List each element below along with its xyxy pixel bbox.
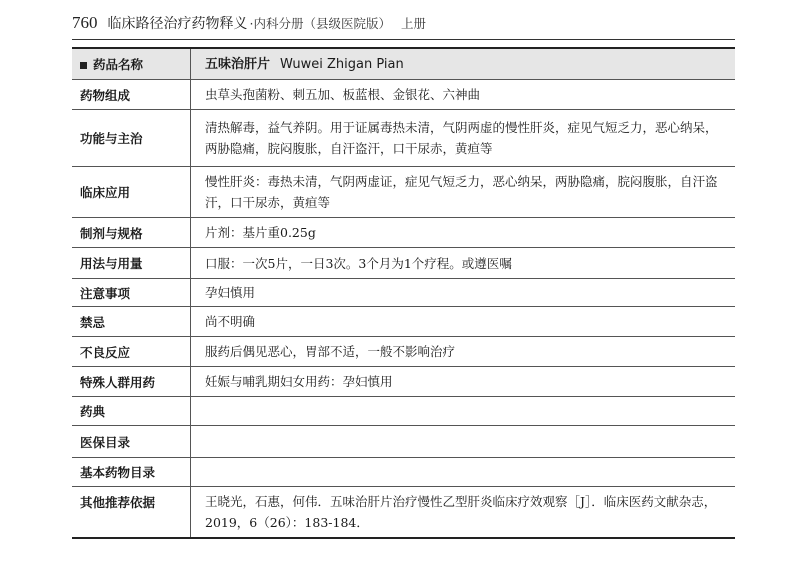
row-value	[191, 458, 736, 487]
row-label: 药物组成	[72, 80, 191, 110]
table-row	[72, 458, 735, 487]
row-label: 功能与主治	[72, 110, 191, 167]
table-row	[72, 367, 735, 397]
row-value: 虫草头孢菌粉、刺五加、板蓝根、金银花、六神曲	[191, 80, 736, 110]
row-label: 药典	[72, 397, 191, 426]
book-title: 临床路径治疗药物释义	[107, 16, 248, 32]
row-label: 特殊人群用药	[72, 367, 191, 397]
drug-name-en: Wuwei Zhigan Pian	[280, 56, 404, 72]
row-value: 慢性肝炎：毒热未清，气阴两虚证，症见气短乏力，恶心纳呆，两胁隐痛，脘闷腹胀，自汗盗汗，口干尿赤，黄疸等	[191, 167, 736, 218]
running-header	[72, 13, 426, 35]
drug-name-cell	[191, 48, 736, 80]
book-subtitle: ·内科分册（县级医院版）	[249, 16, 391, 31]
row-label: 注意事项	[72, 279, 191, 307]
table-row	[72, 307, 735, 337]
drug-name-cn: 五味治肝片	[205, 56, 271, 72]
volume-label: 上册	[400, 16, 426, 31]
table-header-row	[72, 48, 735, 80]
row-value: 妊娠与哺乳期妇女用药：孕妇慎用	[191, 367, 736, 397]
table-row	[72, 337, 735, 367]
row-label: 医保目录	[72, 426, 191, 458]
row-label: 不良反应	[72, 337, 191, 367]
row-label: 制剂与规格	[72, 218, 191, 248]
square-bullet-icon	[80, 62, 87, 69]
row-value: 尚不明确	[191, 307, 736, 337]
table-row	[72, 110, 735, 167]
row-value: 片剂：基片重0.25g	[191, 218, 736, 248]
header-label: 药品名称	[93, 57, 144, 72]
row-label: 其他推荐依据	[72, 487, 191, 538]
row-label: 基本药物目录	[72, 458, 191, 487]
row-value: 服药后偶见恶心，胃部不适，一般不影响治疗	[191, 337, 736, 367]
row-value	[191, 397, 736, 426]
table-row	[72, 426, 735, 458]
row-label: 临床应用	[72, 167, 191, 218]
table-row	[72, 167, 735, 218]
table-row	[72, 80, 735, 110]
table-row	[72, 397, 735, 426]
table-row	[72, 487, 735, 538]
row-value: 孕妇慎用	[191, 279, 736, 307]
row-value	[191, 426, 736, 458]
page-number: 760	[72, 13, 98, 32]
row-value: 口服：一次5片，一日3次。3个月为1个疗程。或遵医嘱	[191, 248, 736, 279]
drug-info-table	[72, 47, 735, 539]
row-value: 王晓光，石惠，何伟．五味治肝片治疗慢性乙型肝炎临床疗效观察［J］．临床医药文献杂志，2019，6（26）：183-184．	[191, 487, 736, 538]
row-label: 禁忌	[72, 307, 191, 337]
table-header-label-cell	[72, 48, 191, 80]
row-label: 用法与用量	[72, 248, 191, 279]
row-value: 清热解毒，益气养阴。用于证属毒热未清，气阴两虚的慢性肝炎，症见气短乏力，恶心纳呆，两胁隐痛，脘闷腹胀，自汗盗汗，口干尿赤，黄疸等	[191, 110, 736, 167]
table-row	[72, 218, 735, 248]
table-row	[72, 248, 735, 279]
header-rule	[72, 39, 735, 40]
table-row	[72, 279, 735, 307]
